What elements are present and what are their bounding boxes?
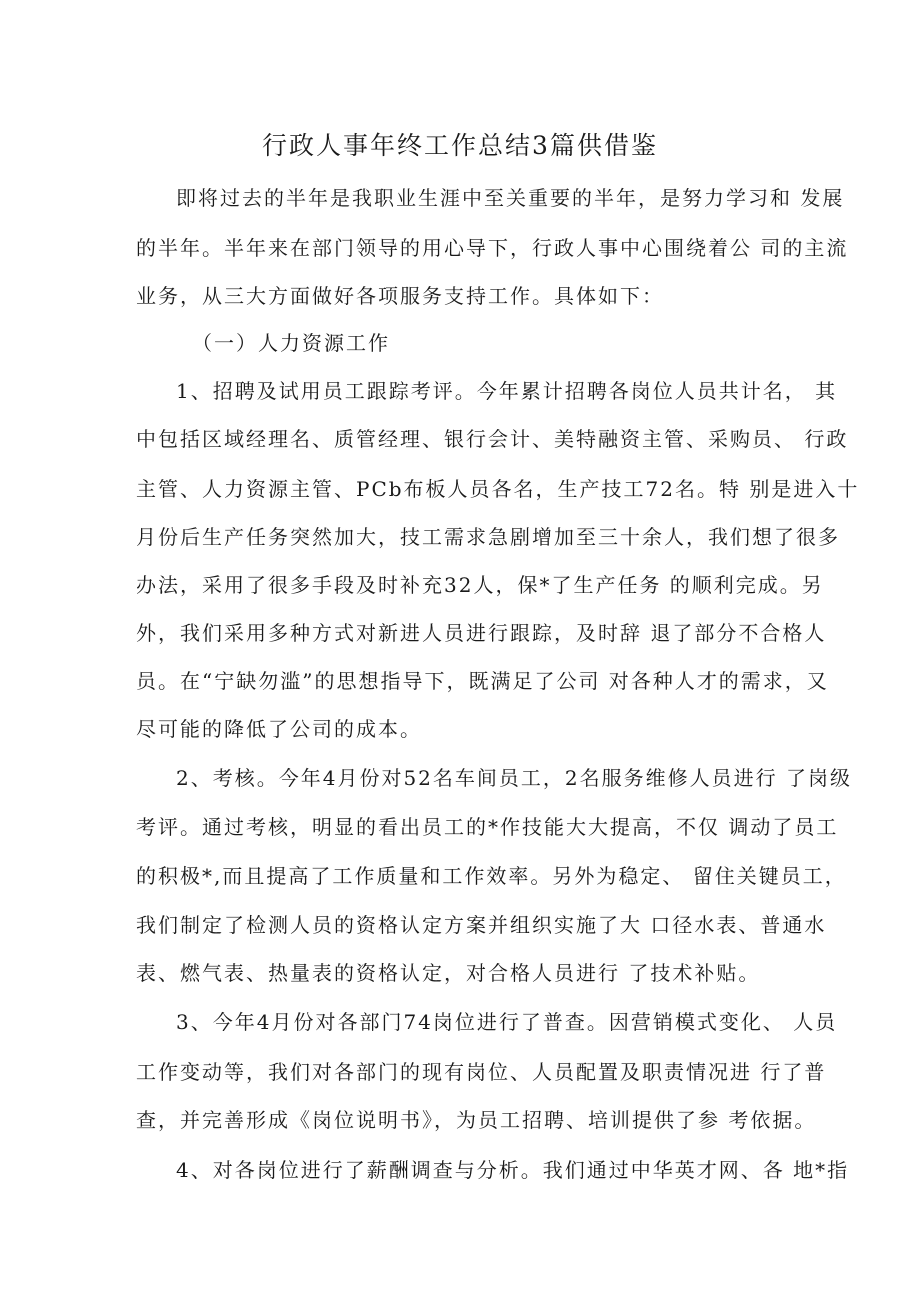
item-1-line-3: 主管、人力资源主管、PCb布板人员各名，生产技工72名。特 别是进入十 — [136, 477, 860, 501]
item-3-line-3: 查，并完善形成《岗位说明书》，为员工招聘、培训提供了参 考依据。 — [136, 1108, 817, 1132]
item-1-line-1: 1、招聘及试用员工跟踪考评。今年累计招聘各岗位人员共计名， 其 — [176, 379, 838, 403]
item-1-line-2: 中包括区域经理名、质管经理、银行会计、美特融资主管、采购员、 行政 — [136, 427, 849, 451]
item-3-line-1: 3、今年4月份对各部门74岗位进行了普查。因营销模式变化、 人员 — [176, 1010, 838, 1034]
item-1-line-5: 办法，采用了很多手段及时补充32人，保*了生产任务 的顺利完成。另 — [136, 573, 824, 597]
document-title: 行政人事年终工作总结3篇供借鉴 — [262, 131, 658, 160]
section-heading-hr: （一）人力资源工作 — [192, 331, 390, 355]
item-2-line-5: 表、燃气表、热量表的资格认定，对合格人员进行 了技术补贴。 — [136, 961, 761, 985]
paragraph-intro-line-2: 的半年。半年来在部门领导的用心导下，行政人事中心围绕着公 司的主流 — [136, 236, 849, 260]
item-3-line-2: 工作变动等，我们对各部门的现有岗位、人员配置及职责情况进 行了普 — [136, 1060, 827, 1084]
item-1-line-6: 外，我们采用多种方式对新进人员进行跟踪，及时辞 退了部分不合格人 — [136, 621, 827, 645]
item-1-line-8: 尽可能的降低了公司的成本。 — [136, 717, 422, 741]
item-4-line-1: 4、对各岗位进行了薪酬调查与分析。我们通过中华英才网、各 地*指 — [176, 1158, 850, 1182]
item-2-line-3: 的积极*,而且提高了工作质量和工作效率。另外为稳定、 留住关键员工， — [136, 864, 847, 888]
item-1-line-4: 月份后生产任务突然加大，技工需求急剧增加至三十余人，我们想了很多 — [136, 525, 840, 549]
paragraph-intro-line-3: 业务，从三大方面做好各项服务支持工作。具体如下： — [136, 284, 664, 308]
item-2-line-4: 我们制定了检测人员的资格认定方案并组织实施了大 口径水表、普通水 — [136, 913, 827, 937]
item-1-line-7: 员。在“宁缺勿滥”的思想指导下，既满足了公司 对各种人才的需求，又 — [136, 669, 829, 693]
item-2-line-1: 2、考核。今年4月份对52名车间员工，2名服务维修人员进行 了岗级 — [176, 766, 852, 790]
item-2-line-2: 考评。通过考核，明显的看出员工的*作技能大大提高，不仅 调动了员工 — [136, 815, 839, 839]
paragraph-intro-line-1: 即将过去的半年是我职业生涯中至关重要的半年，是努力学习和 发展 — [176, 186, 845, 210]
